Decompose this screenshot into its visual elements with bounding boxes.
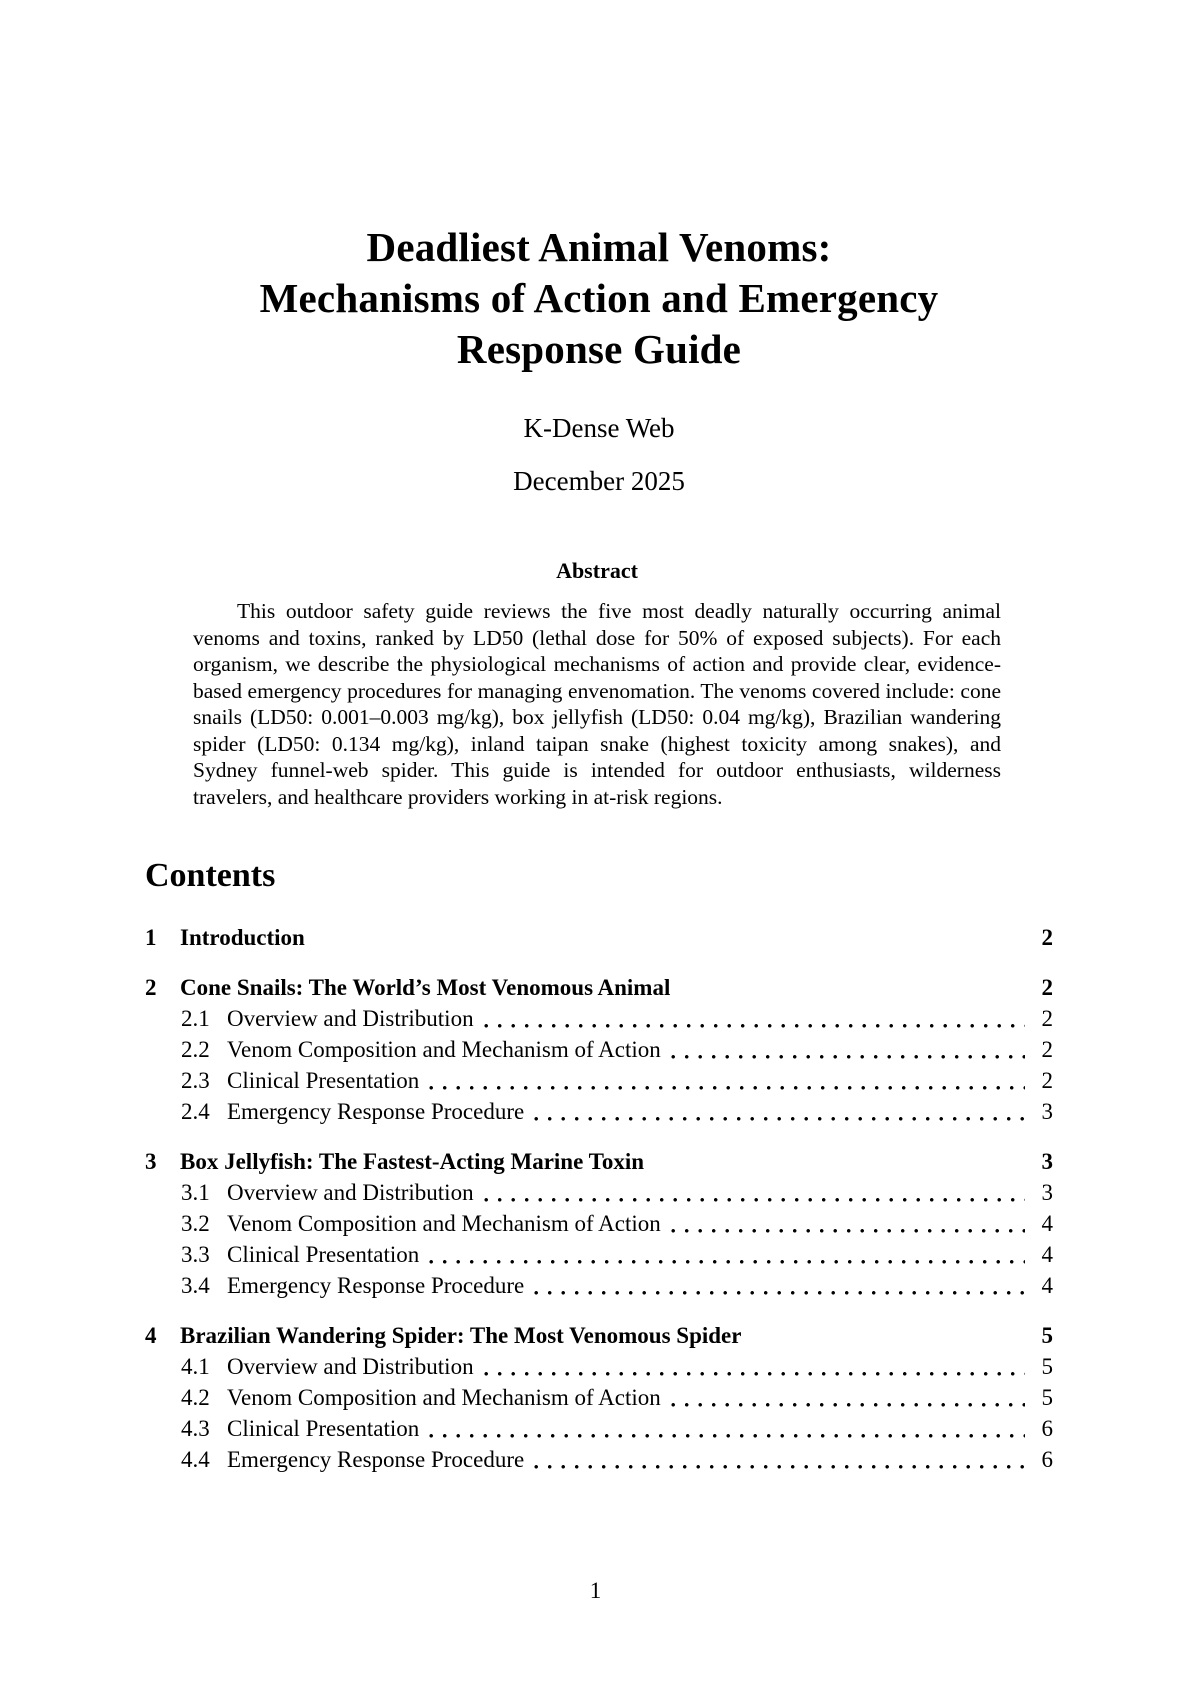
toc-subsection-row (145, 1096, 1053, 1127)
toc-subsection-number: 4.4 (181, 1447, 210, 1472)
toc-subsection-number: 3.2 (181, 1211, 210, 1236)
toc-subsection-number: 4.3 (181, 1416, 210, 1441)
toc-section-number: 1 (145, 925, 157, 950)
abstract-section (193, 557, 1001, 810)
dot-leader (671, 1402, 1025, 1408)
toc-subsection-page: 3 (1041, 1099, 1053, 1124)
toc-subsection-number: 4.1 (181, 1354, 210, 1379)
dot-leader (671, 1228, 1025, 1234)
toc-section-row-box-jellyfish (145, 1146, 1053, 1177)
toc-section-page: 5 (1041, 1323, 1053, 1348)
abstract-text: This outdoor safety guide reviews the five most deadly naturally occurring animal venoms and toxins, ranked by LD50 (lethal dose for 50% of exposed subjects). For each organism, we describe the physiological mechanisms of action and provide clear, evidence-based emergency procedures for managing envenomation. The venoms covered include: cone snails (LD50: 0.001–0.003 mg/kg), box jellyfish (LD50: 0.04 mg/kg), Brazilian wandering spider (LD50: 0.134 mg/kg), inland taipan snake (highest toxicity among snakes), and Sydney funnel-web spider. This guide is intended for outdoor enthusiasts, wilderness travelers, and healthcare providers working in at-risk regions. (193, 599, 1001, 809)
toc-subsection-row (145, 1413, 1053, 1444)
contents-heading: Contents (145, 857, 276, 894)
toc-subsection-title: Clinical Presentation (227, 1068, 420, 1093)
toc-subsection-page: 4 (1041, 1211, 1053, 1236)
dot-leader (429, 1085, 1025, 1091)
toc-section-number: 4 (145, 1323, 157, 1348)
abstract-heading: Abstract (556, 558, 638, 583)
toc-subsection-row (145, 1034, 1053, 1065)
toc-subsection-row (145, 1239, 1053, 1270)
toc-subsection-number: 2.4 (181, 1099, 210, 1124)
toc-subsection-page: 2 (1041, 1068, 1053, 1093)
toc-subsection-number: 2.2 (181, 1037, 210, 1062)
table-of-contents (145, 856, 1053, 1475)
toc-subsection-page: 5 (1041, 1354, 1053, 1379)
toc-subsection-page: 2 (1041, 1006, 1053, 1031)
toc-section-row-brazilian-wandering-spider (145, 1320, 1053, 1351)
toc-subsection-title: Overview and Distribution (227, 1354, 474, 1379)
toc-subsection-title: Emergency Response Procedure (227, 1273, 525, 1298)
toc-section-title: Introduction (180, 925, 305, 950)
toc-subsection-row (145, 1270, 1053, 1301)
toc-subsection-page: 2 (1041, 1037, 1053, 1062)
toc-subsection-title: Venom Composition and Mechanism of Action (227, 1037, 661, 1062)
toc-section-number: 2 (145, 975, 157, 1000)
dot-leader (484, 1197, 1025, 1203)
toc-subsection-page: 3 (1041, 1180, 1053, 1205)
toc-subsection-number: 4.2 (181, 1385, 210, 1410)
paper-title (145, 222, 1053, 375)
dot-leader (429, 1259, 1025, 1265)
toc-subsection-title: Venom Composition and Mechanism of Action (227, 1385, 661, 1410)
toc-subsection-page: 4 (1041, 1242, 1053, 1267)
toc-section-title: Cone Snails: The World’s Most Venomous Animal (180, 975, 671, 1000)
toc-section-number: 3 (145, 1149, 157, 1174)
toc-subsection-row (145, 1208, 1053, 1239)
toc-subsection-title: Emergency Response Procedure (227, 1447, 525, 1472)
dot-leader (534, 1464, 1025, 1470)
toc-section-title: Box Jellyfish: The Fastest-Acting Marine Toxin (180, 1149, 645, 1174)
toc-list (145, 922, 1053, 1475)
title-line-3: Response Guide (456, 326, 742, 372)
toc-subsection-page: 6 (1041, 1416, 1053, 1441)
page-number: 1 (589, 1578, 602, 1603)
toc-subsection-title: Overview and Distribution (227, 1006, 474, 1031)
dot-leader (484, 1023, 1025, 1029)
toc-subsection-number: 3.4 (181, 1273, 210, 1298)
dot-leader (484, 1371, 1025, 1377)
toc-section-row-introduction (145, 922, 1053, 953)
toc-section-page: 2 (1041, 975, 1053, 1000)
toc-subsection-number: 3.3 (181, 1242, 210, 1267)
title-line-1: Deadliest Animal Venoms: (366, 224, 832, 270)
toc-subsection-row (145, 1444, 1053, 1475)
title-block (145, 222, 1053, 497)
toc-section-page: 2 (1041, 925, 1053, 950)
toc-subsection-row (145, 1382, 1053, 1413)
toc-subsection-number: 2.3 (181, 1068, 210, 1093)
dot-leader (671, 1054, 1025, 1060)
toc-section-row-cone-snails (145, 972, 1053, 1003)
toc-section-title: Brazilian Wandering Spider: The Most Venomous Spider (180, 1323, 742, 1348)
dot-leader (534, 1116, 1025, 1122)
toc-subsection-title: Clinical Presentation (227, 1242, 420, 1267)
title-line-2: Mechanisms of Action and Emergency (259, 275, 939, 321)
dot-leader (429, 1433, 1025, 1439)
toc-subsection-page: 5 (1041, 1385, 1053, 1410)
toc-subsection-row (145, 1065, 1053, 1096)
toc-section-page: 3 (1041, 1149, 1053, 1174)
publication-date: December 2025 (513, 466, 685, 496)
dot-leader (534, 1290, 1025, 1296)
toc-subsection-title: Venom Composition and Mechanism of Action (227, 1211, 661, 1236)
toc-subsection-number: 2.1 (181, 1006, 210, 1031)
toc-subsection-row (145, 1351, 1053, 1382)
toc-subsection-title: Clinical Presentation (227, 1416, 420, 1441)
toc-subsection-row (145, 1177, 1053, 1208)
toc-subsection-title: Emergency Response Procedure (227, 1099, 525, 1124)
toc-subsection-row (145, 1003, 1053, 1034)
toc-subsection-page: 4 (1041, 1273, 1053, 1298)
toc-subsection-title: Overview and Distribution (227, 1180, 474, 1205)
toc-subsection-page: 6 (1041, 1447, 1053, 1472)
toc-subsection-number: 3.1 (181, 1180, 210, 1205)
author: K-Dense Web (523, 413, 675, 443)
